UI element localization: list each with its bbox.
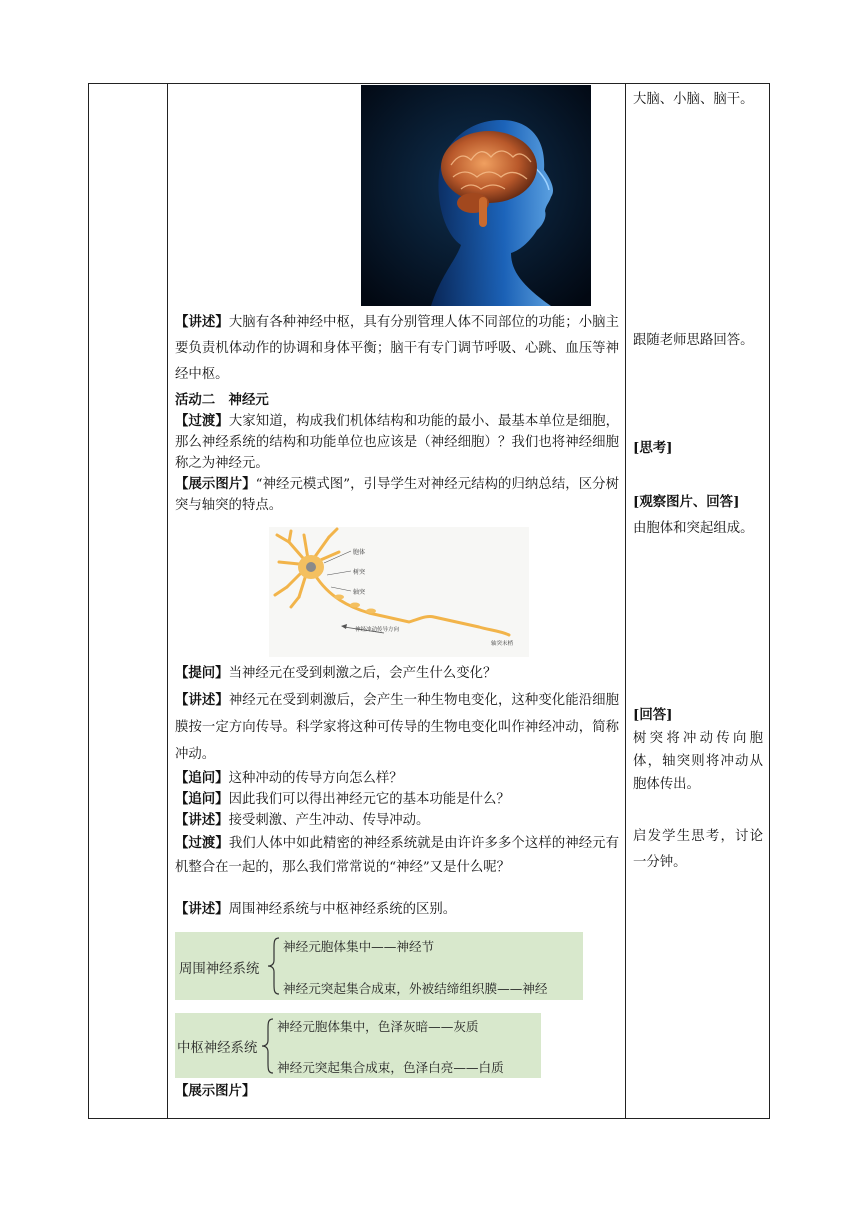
side-discussion: 启发学生思考，讨论一分钟。 bbox=[633, 829, 763, 870]
side-answer-structure: 由胞体和突起组成。 bbox=[633, 521, 754, 536]
peripheral-title: 周围神经系统 bbox=[179, 962, 260, 977]
central-nervous-system-box bbox=[175, 1013, 541, 1078]
followup2-text: 因此我们可以得出神经元它的基本功能是什么？ bbox=[228, 792, 510, 807]
activity-heading: 活动二 神经元 bbox=[175, 392, 269, 408]
followup1-tag: 【追问】 bbox=[175, 770, 229, 786]
explain2-tag: 【讲述】 bbox=[175, 692, 229, 708]
side-answer-brain-parts: 大脑、小脑、脑干。 bbox=[633, 92, 754, 107]
side-think: [思考] bbox=[633, 440, 673, 456]
label-cell-body: 胞体 bbox=[353, 549, 366, 556]
explain2-text: 神经元在受到刺激后，会产生一种生物电变化，这种变化能沿细胞膜按一定方向传导。科学家将这种可传导的生物电变化叫作神经冲动，简称冲动。 bbox=[175, 693, 619, 762]
question-tag: 【提问】 bbox=[175, 665, 229, 681]
label-dendrite: 树突 bbox=[353, 569, 366, 576]
column-divider-2 bbox=[625, 84, 626, 1118]
lesson-table bbox=[88, 83, 770, 1119]
show-picture-text: “神经元模式图”，引导学生对神经元结构的归纳总结，区分树突与轴突的特点。 bbox=[175, 477, 619, 513]
column-divider-1 bbox=[167, 84, 168, 1118]
brace-icon bbox=[261, 1017, 275, 1075]
side-answer-impulse: 树突将冲动传向胞体，轴突则将冲动从胞体传出。 bbox=[633, 731, 763, 792]
peripheral-line-1: 神经元胞体集中——神经节 bbox=[283, 939, 435, 954]
central-title: 中枢神经系统 bbox=[177, 1041, 258, 1056]
question-text: 当神经元在受到刺激之后，会产生什么变化？ bbox=[228, 666, 497, 681]
show-picture-tag-2: 【展示图片】 bbox=[175, 1083, 256, 1099]
followup2-tag: 【追问】 bbox=[175, 791, 229, 807]
followup1-text: 这种冲动的传导方向怎么样？ bbox=[228, 771, 403, 786]
side-follow-teacher: 跟随老师思路回答。 bbox=[633, 333, 754, 348]
explain3-text: 接受刺激、产生冲动、传导冲动。 bbox=[228, 813, 430, 828]
show-picture-tag: 【展示图片】 bbox=[175, 476, 256, 492]
explain-text: 大脑有各种神经中枢，具有分别管理人体不同部位的功能；小脑主要负责机体动作的协调和身体平衡；脑干有专门调节呼吸、心跳、血压等神经中枢。 bbox=[175, 315, 619, 382]
transition2-tag: 【过渡】 bbox=[175, 835, 229, 851]
transition-tag: 【过渡】 bbox=[175, 413, 229, 429]
label-direction: 神经冲动传导方向 bbox=[355, 627, 400, 633]
brain-head-image bbox=[361, 85, 591, 306]
transition-text: 大家知道，构成我们机体结构和功能的最小、最基本单位是细胞，那么神经系统的结构和功能单位也应该是（神经细胞）？我们也将神经细胞称之为神经元。 bbox=[175, 414, 619, 471]
label-axon: 轴突 bbox=[353, 589, 366, 596]
explain3-tag: 【讲述】 bbox=[175, 812, 229, 828]
side-observe-answer: [观察图片、回答] bbox=[633, 494, 740, 510]
transition2-text: 我们人体中如此精密的神经系统就是由许许多多个这样的神经元有机整合在一起的，那么我们常常说的“神经”又是什么呢？ bbox=[175, 836, 619, 875]
neuron-diagram bbox=[269, 527, 529, 657]
explain4-tag: 【讲述】 bbox=[175, 901, 229, 917]
peripheral-line-2: 神经元突起集合成束，外被结缔组织膜——神经 bbox=[283, 981, 548, 996]
central-line-2: 神经元突起集合成束，色泽白亮——白质 bbox=[277, 1060, 504, 1075]
explain4-text: 周围神经系统与中枢神经系统的区别。 bbox=[228, 902, 457, 917]
peripheral-nervous-system-box bbox=[175, 932, 583, 1000]
explain-tag: 【讲述】 bbox=[175, 314, 229, 330]
central-line-1: 神经元胞体集中，色泽灰暗——灰质 bbox=[277, 1019, 479, 1034]
brace-icon bbox=[267, 936, 281, 996]
side-answer-tag: [回答] bbox=[633, 707, 673, 723]
label-axon-end: 轴突末梢 bbox=[491, 641, 514, 647]
